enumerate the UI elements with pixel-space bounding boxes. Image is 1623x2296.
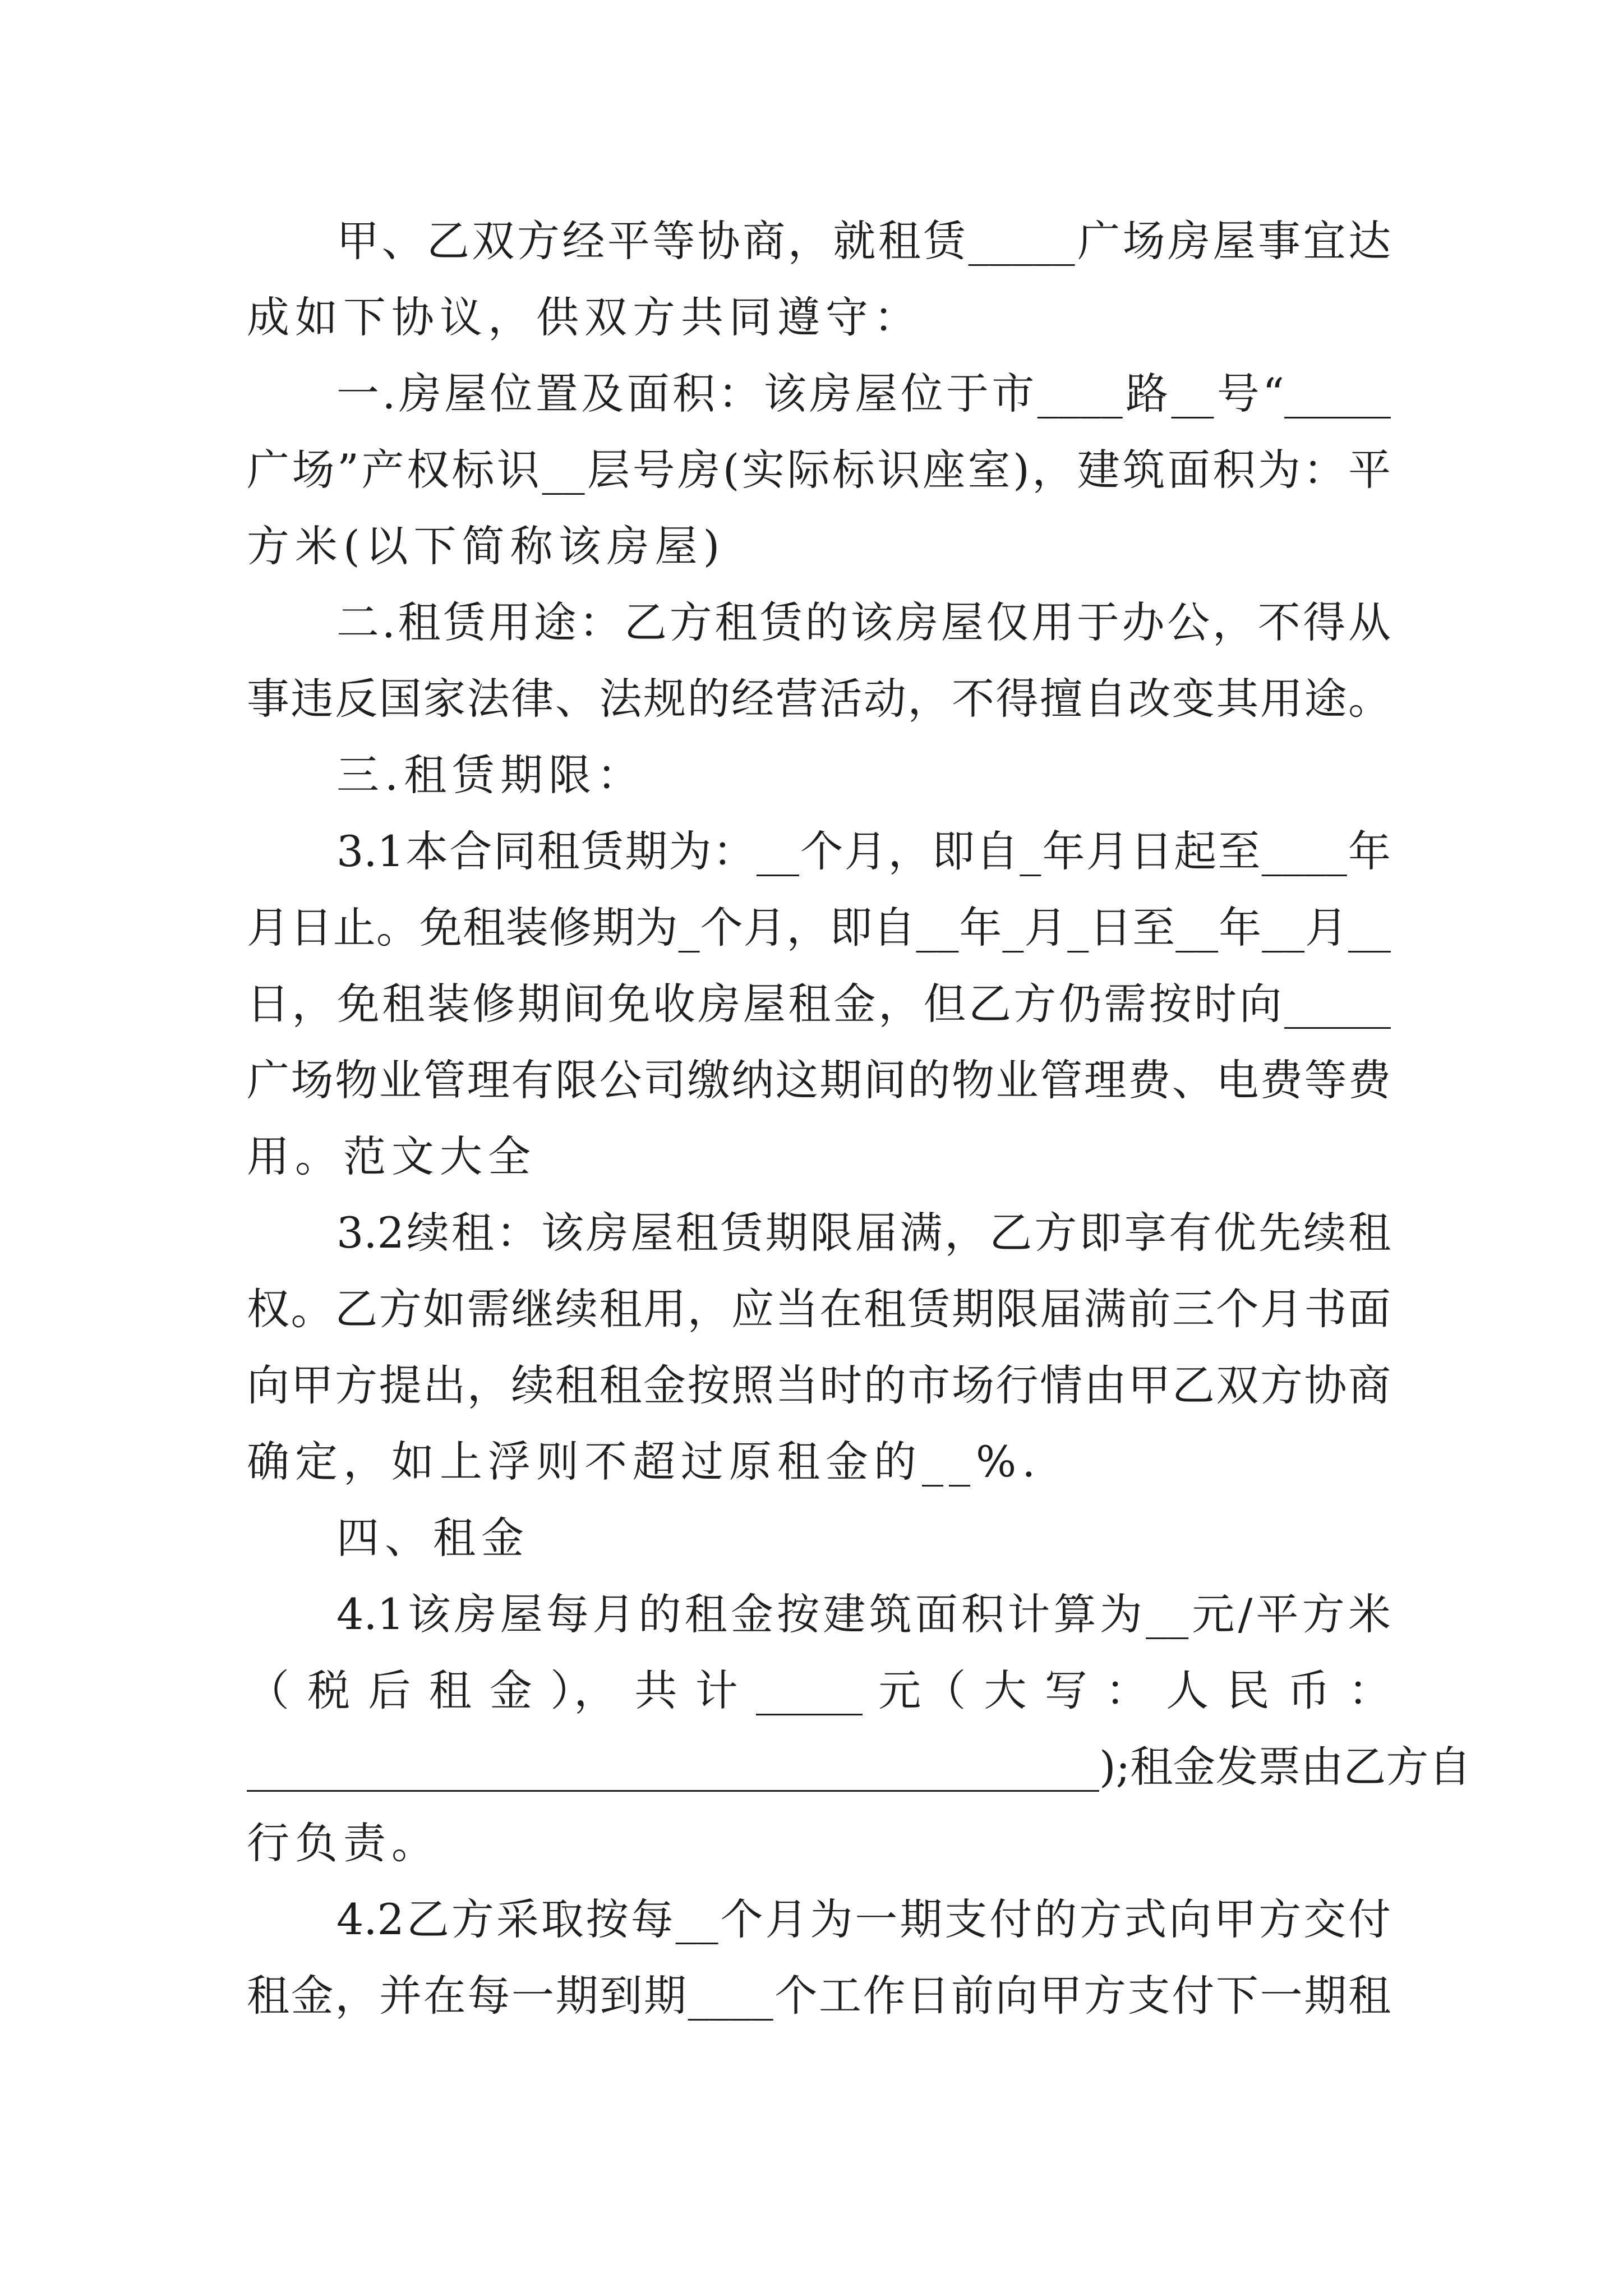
- document-line: 一.房屋位置及面积：该房屋位于市____路__号“_____: [336, 369, 1391, 418]
- document-line: 三.租赁期限：: [336, 750, 645, 800]
- document-line: 事违反国家法律、法规的经营活动，不得擅自改变其用途。: [247, 674, 1391, 724]
- document-line: 权。乙方如需继续租用，应当在租赁期限届满前三个月书面: [247, 1284, 1391, 1334]
- document-line: 4.2乙方采取按每__个月为一期支付的方式向甲方交付: [336, 1894, 1391, 1944]
- document-line: 3.1本合同租赁期为：__个月，即自_年月日起至____年: [336, 826, 1391, 876]
- document-line: 确定，如上浮则不超过原租金的__%.: [247, 1437, 1041, 1487]
- document-line: 向甲方提出，续租租金按照当时的市场行情由甲乙双方协商: [247, 1360, 1391, 1410]
- document-line: 四、租金: [336, 1513, 529, 1563]
- document-line: 用。范文大全: [247, 1131, 536, 1181]
- document-line: 行负责。: [247, 1818, 440, 1868]
- document-line: 甲、乙双方经平等协商，就租赁_____广场房屋事宜达: [336, 216, 1391, 266]
- document-line: 广场”产权标识__层号房(实际标识座室)，建筑面积为：平: [247, 445, 1391, 495]
- document-line: 日，免租装修期间免收房屋租金，但乙方仍需按时向_____: [247, 979, 1391, 1029]
- document-line: 方米(以下简称该房屋): [247, 521, 726, 571]
- document-line: 月日止。免租装修期为_个月，即自__年_月_日至__年__月__: [247, 903, 1391, 953]
- document-line: 4.1该房屋每月的租金按建筑面积计算为__元/平方米: [336, 1589, 1391, 1639]
- document-line: 成如下协议，供双方共同遵守：: [247, 292, 922, 342]
- document-line: 租金，并在每一期到期____个工作日前向甲方支付下一期租: [247, 1971, 1391, 2021]
- document-line: 广场物业管理有限公司缴纳这期间的物业管理费、电费等费: [247, 1055, 1391, 1105]
- document-line: ________________________________________);租金发票由乙方自: [247, 1742, 1472, 1792]
- document-line: 3.2续租：该房屋租赁期限届满，乙方即享有优先续租: [336, 1208, 1391, 1258]
- document-line: 二.租赁用途：乙方租赁的该房屋仅用于办公，不得从: [336, 597, 1391, 647]
- document-line: （ 税 后 租 金 ）， 共 计 _____ 元（ 大 写 ： 人 民 币 ：: [247, 1665, 1391, 1715]
